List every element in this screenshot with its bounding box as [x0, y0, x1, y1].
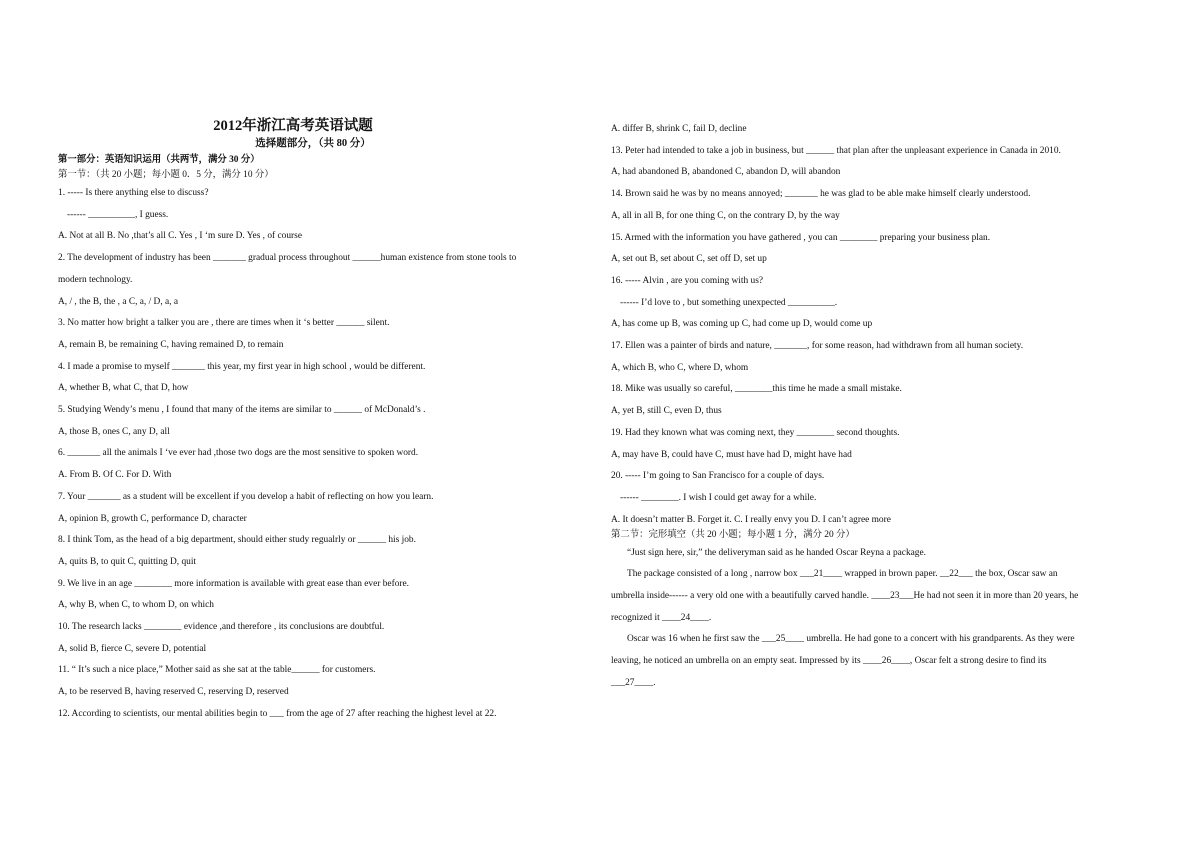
options-line: A. differ B, shrink C, fail D, decline	[611, 124, 747, 134]
question-line: ------ __________, I guess.	[67, 209, 169, 220]
question-line: 1. ----- Is there anything else to discuss?	[58, 188, 209, 198]
options-line: A. From B. Of C. For D. With	[58, 470, 172, 481]
question-line: 7. Your _______ as a student will be excellent if you develop a habit of reflecting on how you learn.	[58, 491, 434, 502]
question-line: 11. “ It’s such a nice place,” Mother said as she sat at the table______ for customers.	[58, 665, 376, 676]
question-line: 5. Studying Wendy’s menu , I found that many of the items are similar to ______ of McDonald’s .	[58, 405, 426, 416]
passage-line: umbrella inside------ a very old one with a beautifully carved handle. ____23___He had not seen it in more than 20 years, he	[611, 591, 1079, 602]
page-title: 2012年浙江高考英语试题	[213, 118, 373, 134]
question-line: 17. Ellen was a painter of birds and nature, _______, for some reason, had withdrawn from all human society.	[611, 341, 1024, 352]
right-column	[611, 119, 1156, 695]
question-line: 15. Armed with the information you have gathered , you can ________ preparing your business plan.	[611, 232, 991, 243]
question-line: 14. Brown said he was by no means annoyed; _______ he was glad to be able make himself clearly understood.	[611, 189, 1031, 200]
passage-line: Oscar was 16 when he first saw the ___25____ umbrella. He had gone to a concert with his grandparents. As they were	[627, 634, 1075, 645]
passage-line: recognized it ____24____.	[611, 612, 712, 623]
question-line: 16. ----- Alvin , are you coming with us?	[611, 275, 764, 286]
question-line: 19. Had they known what was coming next, they ________ second thoughts.	[611, 427, 900, 438]
passage-line: ___27____.	[611, 677, 656, 688]
section2-heading: 第二节：完形填空（共 20 小题；每小题 1 分，满分 20 分）	[611, 529, 855, 540]
options-line: A, set out B, set about C, set off D, set up	[611, 254, 767, 265]
question-line: 6. _______ all the animals I ‘ve ever had ,those two dogs are the most sensitive to spoken word.	[58, 448, 419, 459]
question-line: 12. According to scientists, our mental abilities begin to ___ from the age of 27 after reaching the highest level at 22.	[58, 708, 497, 719]
question-line: modern technology.	[58, 274, 133, 285]
question-line: 2. The development of industry has been _______ gradual process throughout ______human existence from stone tools to	[58, 253, 517, 264]
passage-line: leaving, he noticed an umbrella on an empty seat. Impressed by its ____26____, Oscar felt a strong desire to find its	[611, 656, 1047, 667]
options-line: A, remain B, be remaining C, having remained D, to remain	[58, 339, 284, 350]
question-line: 3. No matter how bright a talker you are , there are times when it ‘s better ______ silent.	[58, 318, 390, 329]
question-line: 4. I made a promise to myself _______ this year, my first year in high school , would be different.	[58, 361, 426, 372]
question-line: ------ ________. I wish I could get away for a while.	[620, 492, 817, 503]
left-column	[58, 153, 588, 726]
passage-line: The package consisted of a long , narrow box ___21____ wrapped in brown paper. __22___ the box, Oscar saw an	[627, 569, 1058, 580]
options-line: A, / , the B, the , a C, a, / D, a, a	[58, 296, 179, 307]
options-line: A, solid B, fierce C, severe D, potential	[58, 643, 207, 654]
question-line: 8. I think Tom, as the head of a big department, should either study regualrly or ______ his job.	[58, 535, 416, 546]
options-line: A, to be reserved B, having reserved C, reserving D, reserved	[58, 687, 289, 698]
options-line: A, why B, when C, to whom D, on which	[58, 600, 214, 611]
options-line: A, those B, ones C, any D, all	[58, 426, 170, 437]
section1-heading: 第一节：（共 20 小题；每小题 0．5 分，满分 10 分）	[58, 170, 274, 180]
question-line: 9. We live in an age ________ more information is available with great ease than ever before.	[58, 578, 410, 589]
options-line: A, quits B, to quit C, quitting D, quit	[58, 556, 197, 567]
question-line: 13. Peter had intended to take a job in business, but ______ that plan after the unpleasant experience in Canada in 2010.	[611, 145, 1061, 156]
question-line: 10. The research lacks ________ evidence ,and therefore , its conclusions are doubtful.	[58, 622, 385, 633]
passage-line: “Just sign here, sir,” the deliveryman said as he handed Oscar Reyna a package.	[627, 547, 926, 558]
options-line: A, may have B, could have C, must have had D, might have had	[611, 449, 852, 460]
question-line: 18. Mike was usually so careful, ________this time he made a small mistake.	[611, 384, 902, 395]
part1-heading: 第一部分：英语知识运用（共两节，满分 30 分）	[58, 155, 260, 165]
options-line: A, had abandoned B, abandoned C, abandon D, will abandon	[611, 167, 841, 178]
options-line: A, yet B, still C, even D, thus	[611, 406, 722, 417]
question-line: ------ I’d love to , but something unexpected __________.	[620, 297, 838, 308]
options-line: A, whether B, what C, that D, how	[58, 383, 189, 394]
options-line: A, all in all B, for one thing C, on the contrary D, by the way	[611, 210, 840, 221]
options-line: A, opinion B, growth C, performance D, character	[58, 513, 247, 524]
options-line: A. Not at all B. No ,that’s all C. Yes , I ‘m sure D. Yes , of course	[58, 231, 302, 242]
page-subtitle: 选择题部分，（共 80 分）	[255, 138, 371, 149]
options-line: A, which B, who C, where D, whom	[611, 362, 749, 373]
options-line: A, has come up B, was coming up C, had come up D, would come up	[611, 319, 873, 330]
title-block	[58, 116, 528, 152]
options-line: A. It doesn’t matter B. Forget it. C. I really envy you D. I can’t agree more	[611, 514, 891, 525]
question-line: 20. ----- I’m going to San Francisco for a couple of days.	[611, 471, 825, 482]
